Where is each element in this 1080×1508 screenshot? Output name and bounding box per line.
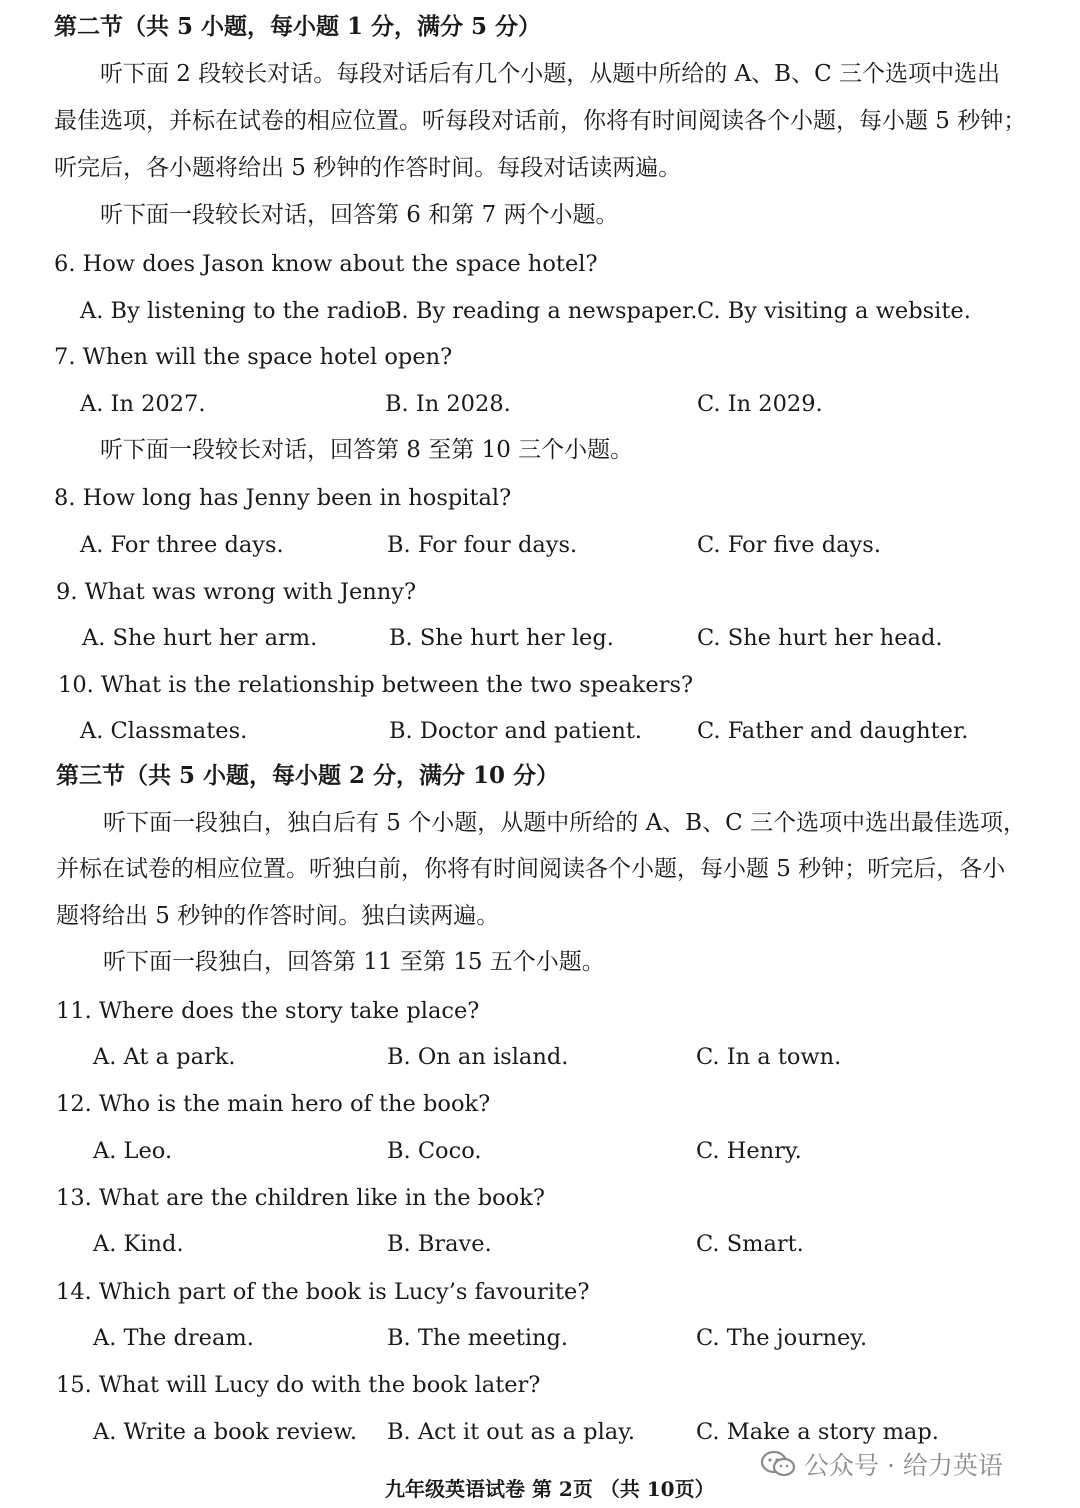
q9-option-c: C. She hurt her head. — [697, 625, 943, 651]
q10-option-a: A. Classmates. — [80, 718, 248, 744]
dialog-2-intro: 听下面一段较长对话，回答第 8 至第 10 三个小题。 — [100, 437, 634, 463]
question-9: 9. What was wrong with Jenny? — [56, 579, 417, 605]
q13-option-a: A. Kind. — [93, 1231, 184, 1257]
question-15: 15. What will Lucy do with the book later? — [56, 1372, 541, 1398]
q13-option-b: B. Brave. — [387, 1231, 492, 1257]
q14-option-c: C. The journey. — [696, 1325, 868, 1351]
question-7: 7. When will the space hotel open? — [54, 344, 453, 370]
q9-option-a: A. She hurt her arm. — [82, 625, 318, 651]
q15-option-c: C. Make a story map. — [696, 1419, 939, 1445]
q14-option-a: A. The dream. — [93, 1325, 254, 1351]
question-10: 10. What is the relationship between the two speakers? — [58, 672, 694, 698]
page-footer: 九年级英语试卷 第 2页 （共 10页） — [385, 1477, 715, 1501]
q15-option-a: A. Write a book review. — [93, 1419, 358, 1445]
q10-option-c: C. Father and daughter. — [697, 718, 969, 744]
q6-option-a: A. By listening to the radio. — [80, 298, 393, 324]
q15-option-b: B. Act it out as a play. — [387, 1419, 636, 1445]
section-2-instruction-line-1: 听下面 2 段较长对话。每段对话后有几个小题，从题中所给的 A、B、C 三个选项中选出 — [100, 61, 1000, 87]
q9-option-b: B. She hurt her leg. — [389, 625, 614, 651]
section-2-instruction-line-2: 最佳选项，并标在试卷的相应位置。听每段对话前，你将有时间阅读各个小题，每小题 5 秒钟； — [54, 108, 1027, 134]
section-3-instruction-line-2: 并标在试卷的相应位置。听独白前，你将有时间阅读各个小题，每小题 5 秒钟；听完后，各小 — [56, 856, 1006, 882]
q7-option-b: B. In 2028. — [385, 391, 511, 417]
question-6: 6. How does Jason know about the space hotel? — [54, 251, 598, 277]
watermark — [760, 1446, 1003, 1482]
q14-option-b: B. The meeting. — [387, 1325, 569, 1351]
section-2-instruction-line-3: 听完后，各小题将给出 5 秒钟的作答时间。每段对话读两遍。 — [54, 155, 682, 181]
question-13: 13. What are the children like in the book? — [56, 1185, 545, 1211]
q12-option-a: A. Leo. — [93, 1138, 173, 1164]
monologue-intro: 听下面一段独白，回答第 11 至第 15 五个小题。 — [103, 949, 605, 975]
q11-option-a: A. At a park. — [93, 1044, 236, 1070]
section-3-instruction-line-1: 听下面一段独白，独白后有 5 个小题，从题中所给的 A、B、C 三个选项中选出最佳选项， — [103, 810, 1026, 836]
dialog-1-intro: 听下面一段较长对话，回答第 6 和第 7 两个小题。 — [100, 202, 619, 228]
question-14: 14. Which part of the book is Lucy’s favourite? — [56, 1279, 590, 1305]
section-3-heading: 第三节（共 5 小题，每小题 2 分，满分 10 分） — [56, 762, 560, 789]
q6-option-c: C. By visiting a website. — [697, 298, 971, 324]
q11-option-b: B. On an island. — [387, 1044, 569, 1070]
q6-option-b: B. By reading a newspaper. — [385, 298, 698, 324]
section-2-heading: 第二节（共 5 小题，每小题 1 分，满分 5 分） — [54, 13, 542, 40]
section-3-instruction-line-3: 题将给出 5 秒钟的作答时间。独白读两遍。 — [56, 903, 500, 929]
q10-option-b: B. Doctor and patient. — [389, 718, 643, 744]
q8-option-c: C. For five days. — [697, 532, 881, 558]
question-12: 12. Who is the main hero of the book? — [56, 1091, 491, 1117]
q8-option-b: B. For four days. — [387, 532, 578, 558]
question-11: 11. Where does the story take place? — [56, 998, 480, 1024]
question-8: 8. How long has Jenny been in hospital? — [54, 485, 512, 511]
q11-option-c: C. In a town. — [696, 1044, 842, 1070]
q7-option-c: C. In 2029. — [697, 391, 823, 417]
q8-option-a: A. For three days. — [80, 532, 284, 558]
wechat-icon — [760, 1450, 796, 1478]
q12-option-b: B. Coco. — [387, 1138, 482, 1164]
q7-option-a: A. In 2027. — [80, 391, 206, 417]
watermark-text: 公众号 · 给力英语 — [804, 1451, 1003, 1480]
q13-option-c: C. Smart. — [696, 1231, 804, 1257]
q12-option-c: C. Henry. — [696, 1138, 802, 1164]
